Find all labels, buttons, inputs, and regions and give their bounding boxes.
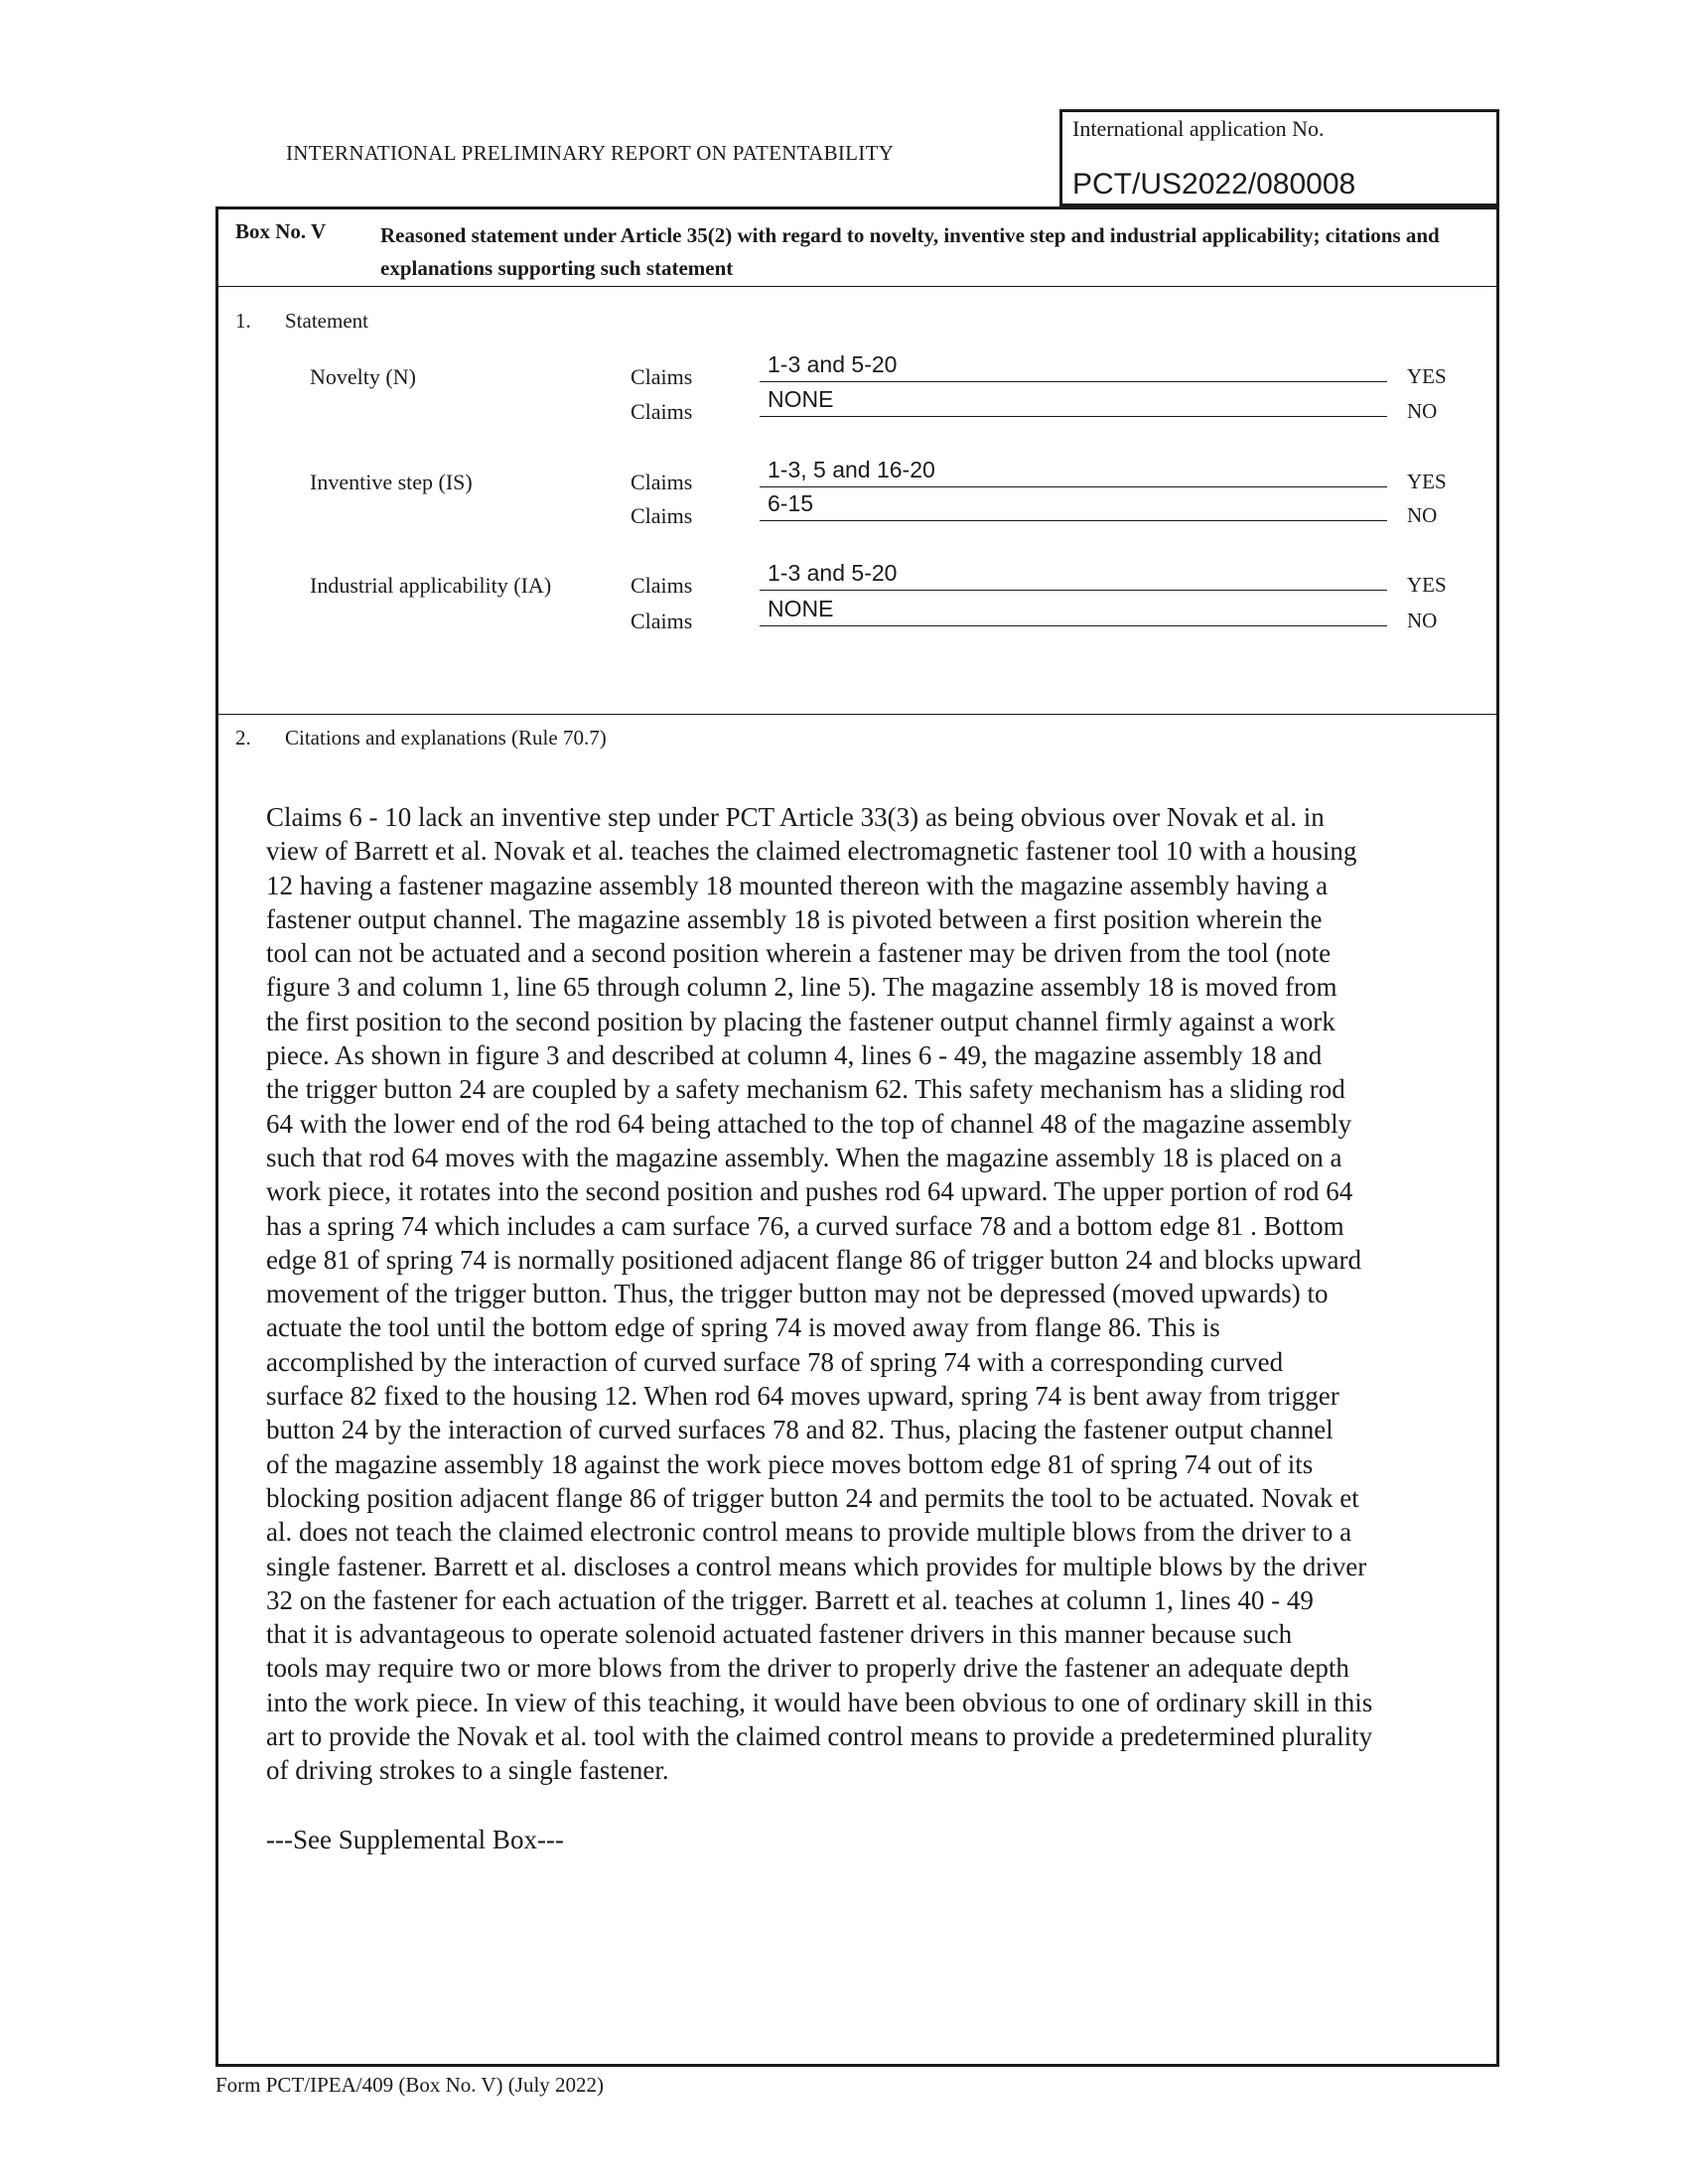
novelty-no-claims (760, 385, 1387, 417)
citations-number: 2. (235, 726, 251, 750)
box-heading: Reasoned statement under Article 35(2) with regard to novelty, inventive step and industrial applicability; citations and explanations supporting such statement (380, 223, 1440, 280)
yes-label: YES (1407, 573, 1447, 597)
explanation-line: actuate the tool until the bottom edge of spring 74 is moved away from flange 86. This is (266, 1312, 1220, 1343)
explanation-line: blocking position adjacent flange 86 of trigger button 24 and permits the tool to be actuated. Novak et (266, 1482, 1359, 1513)
no-label: NO (1407, 503, 1438, 527)
novelty-yes-value: 1-3 and 5-20 (768, 351, 898, 377)
explanation-line: that it is advantageous to operate solenoid actuated fastener drivers in this manner because such (266, 1619, 1293, 1650)
novelty-no-value: NONE (768, 386, 834, 412)
no-label: NO (1407, 399, 1438, 423)
industrial-applicability-label: Industrial applicability (IA) (310, 573, 552, 598)
industrial-applicability-yes-value: 1-3 and 5-20 (768, 560, 898, 586)
citations-label: Citations and explanations (Rule 70.7) (285, 726, 607, 750)
claims-word: Claims (631, 364, 693, 389)
divider (218, 286, 1496, 287)
industrial-applicability-no-value: NONE (768, 596, 834, 621)
yes-label: YES (1407, 364, 1447, 388)
novelty-label: Novelty (N) (310, 364, 416, 389)
explanation-line: al. does not teach the claimed electronic control means to provide multiple blows from the driver to a (266, 1517, 1352, 1548)
claims-word: Claims (631, 503, 693, 528)
inventive-step-no-claims (760, 489, 1387, 521)
explanation-line: the trigger button 24 are coupled by a safety mechanism 62. This safety mechanism has a sliding rod (266, 1074, 1345, 1105)
explanation-line: 64 with the lower end of the rod 64 being attached to the top of channel 48 of the magazine assembly (266, 1108, 1352, 1139)
claims-word: Claims (631, 470, 693, 494)
explanation-line: has a spring 74 which includes a cam surface 76, a curved surface 78 and a bottom edge 81 . Bottom (266, 1210, 1344, 1241)
explanation-line: surface 82 fixed to the housing 12. When rod 64 moves upward, spring 74 is bent away from trigger (266, 1381, 1339, 1412)
explanation-line: into the work piece. In view of this teaching, it would have been obvious to one of ordinary skill in this (266, 1687, 1373, 1717)
explanation-line: work piece, it rotates into the second position and pushes rod 64 upward. The upper portion of rod 64 (266, 1176, 1353, 1207)
application-number-label: International application No. (1072, 116, 1325, 141)
explanation-line: fastener output channel. The magazine assembly 18 is pivoted between a first position wherein the (266, 903, 1323, 934)
application-number: PCT/US2022/080008 (1072, 168, 1356, 201)
application-number-box (1059, 109, 1499, 206)
box-v-form (215, 206, 1499, 2067)
form-footer: Form PCT/IPEA/409 (Box No. V) (July 2022) (215, 2073, 605, 2097)
industrial-applicability-yes-claims (760, 559, 1387, 591)
explanation-line: button 24 by the interaction of curved surfaces 78 and 82. Thus, placing the fastener output channel (266, 1415, 1334, 1445)
statement-label: Statement (285, 309, 368, 333)
claims-word: Claims (631, 399, 693, 424)
explanation-line: Claims 6 - 10 lack an inventive step under PCT Article 33(3) as being obvious over Novak et al. in (266, 802, 1325, 832)
box-number: Box No. V (235, 219, 327, 243)
inventive-step-yes-value: 1-3, 5 and 16-20 (768, 457, 935, 482)
supplemental-box-note: ---See Supplemental Box--- (266, 1825, 564, 1854)
explanation-line: piece. As shown in figure 3 and described at column 4, lines 6 - 49, the magazine assembly 18 and (266, 1040, 1323, 1071)
yes-label: YES (1407, 470, 1447, 493)
explanation-line: such that rod 64 moves with the magazine assembly. When the magazine assembly 18 is placed on a (266, 1142, 1342, 1172)
industrial-applicability-no-claims (760, 595, 1387, 626)
explanation-line: 12 having a fastener magazine assembly 18 mounted thereon with the magazine assembly having a (266, 870, 1329, 900)
inventive-step-label: Inventive step (IS) (310, 470, 473, 494)
explanation-line: of the magazine assembly 18 against the work piece moves bottom edge 81 of spring 74 out of its (266, 1448, 1314, 1479)
claims-word: Claims (631, 609, 693, 633)
novelty-yes-claims (760, 350, 1387, 382)
explanation-line: edge 81 of spring 74 is normally positioned adjacent flange 86 of trigger button 24 and blocks upward (266, 1244, 1362, 1275)
divider (218, 714, 1496, 715)
claims-word: Claims (631, 573, 693, 598)
explanation-line: view of Barrett et al. Novak et al. teaches the claimed electromagnetic fastener tool 10 with a housing (266, 836, 1357, 867)
explanation-line: of driving strokes to a single fastener. (266, 1755, 669, 1786)
explanation-line: movement of the trigger button. Thus, the trigger button may not be depressed (moved upwards) to (266, 1279, 1329, 1309)
explanation-line: 32 on the fastener for each actuation of the trigger. Barrett et al. teaches at column 1, lines 40 - 49 (266, 1584, 1314, 1615)
explanation-line: the first position to the second position by placing the fastener output channel firmly against a work (266, 1006, 1336, 1036)
no-label: NO (1407, 609, 1438, 632)
explanation-line: tool can not be actuated and a second position wherein a fastener may be driven from the tool (note (266, 938, 1332, 969)
citations-body (266, 800, 1458, 1788)
explanation-line: tools may require two or more blows from the driver to properly drive the fastener an adequate depth (266, 1653, 1349, 1684)
report-title: INTERNATIONAL PRELIMINARY REPORT ON PATENTABILITY (286, 141, 895, 165)
inventive-step-no-value: 6-15 (768, 490, 814, 516)
explanation-line: single fastener. Barrett et al. discloses a control means which provides for multiple blows by the driver (266, 1551, 1367, 1581)
explanation-line: figure 3 and column 1, line 65 through column 2, line 5). The magazine assembly 18 is moved from (266, 972, 1337, 1003)
statement-number: 1. (235, 309, 251, 333)
explanation-line: accomplished by the interaction of curved surface 78 of spring 74 with a corresponding curved (266, 1346, 1284, 1377)
explanation-line: art to provide the Novak et al. tool with the claimed control means to provide a predetermined plurality (266, 1721, 1373, 1752)
inventive-step-yes-claims (760, 456, 1387, 487)
